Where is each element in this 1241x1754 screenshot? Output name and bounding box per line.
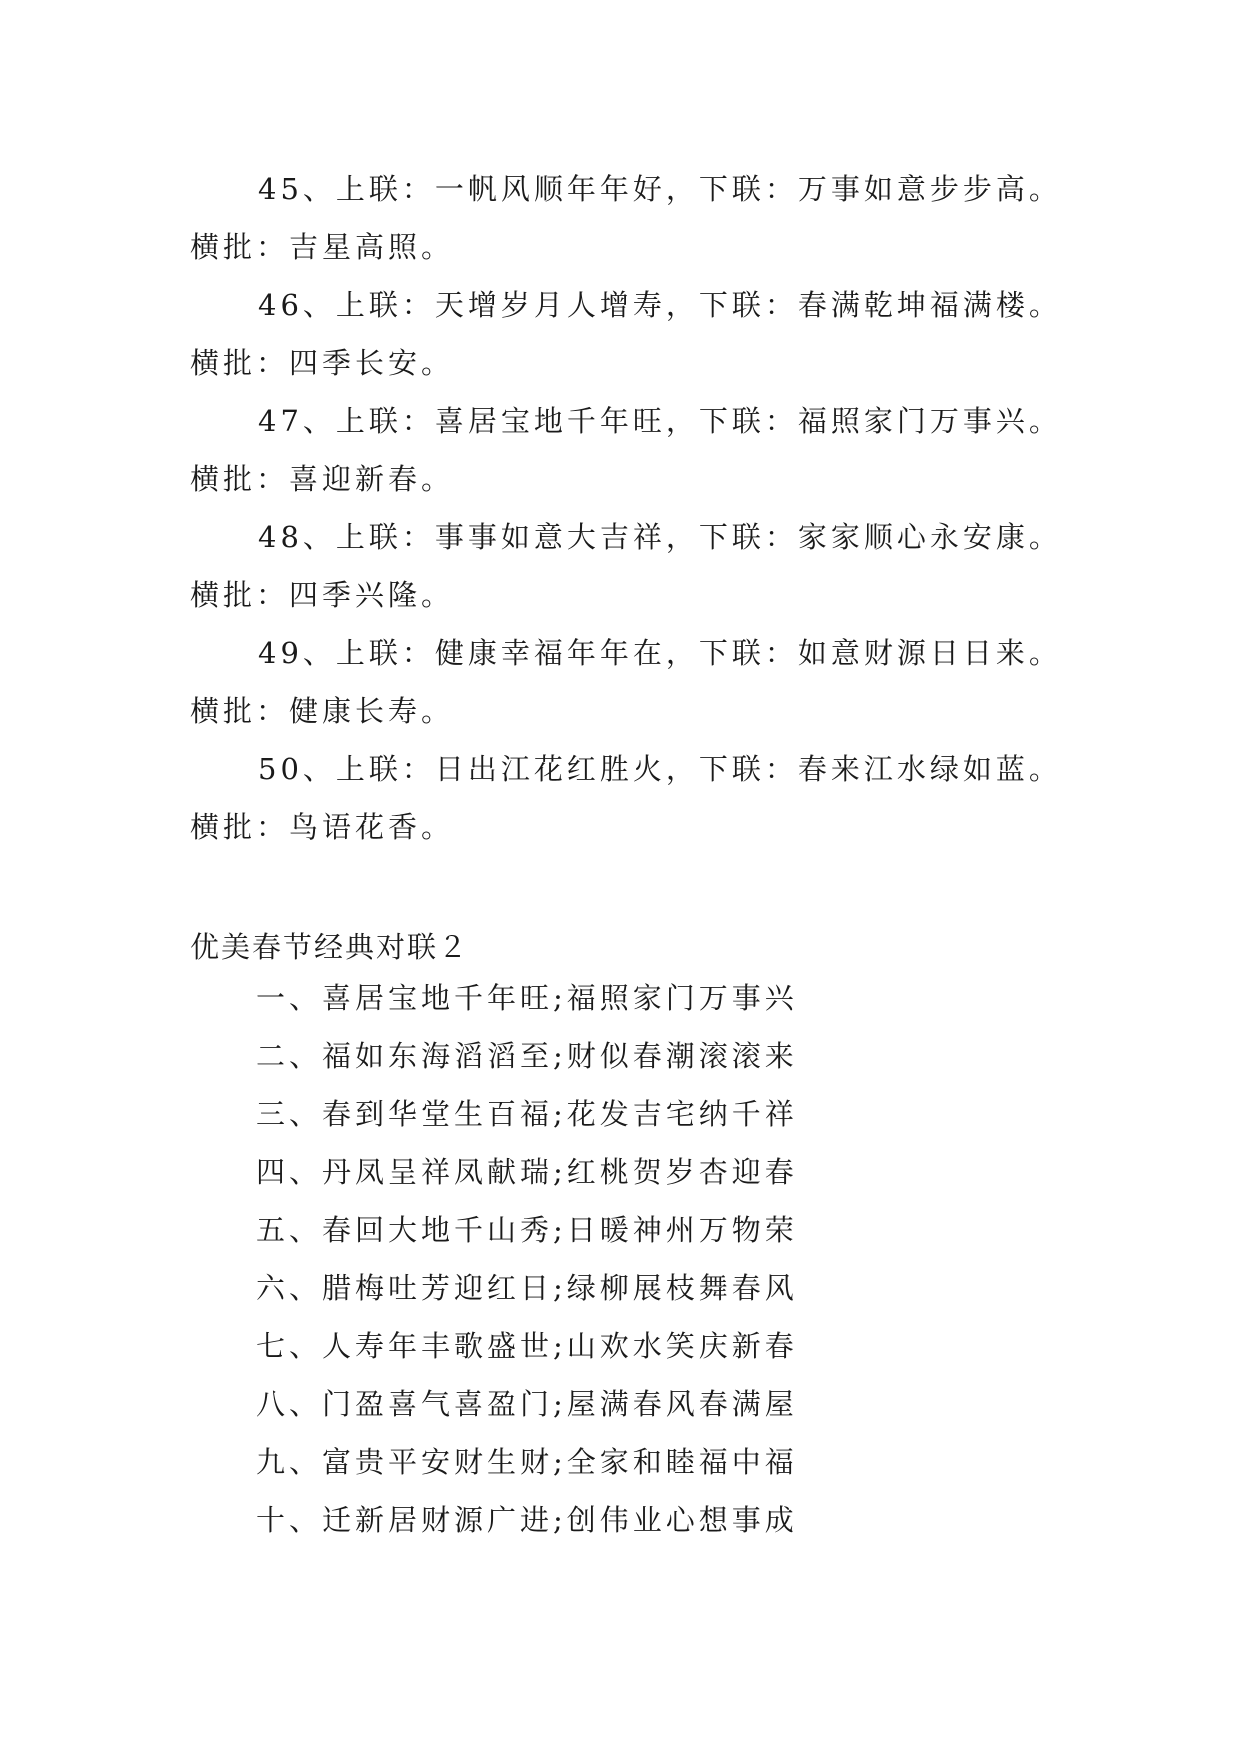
couplet-entry-48: [190, 508, 1090, 624]
entry-main-text: 47、上联：喜居宝地千年旺，下联：福照家门万事兴。: [258, 404, 1062, 438]
couplet-entry-46: [190, 276, 1090, 392]
entry-horizontal-scroll: 横批：健康长寿。: [190, 694, 455, 728]
entry-main-text: 45、上联：一帆风顺年年好，下联：万事如意步步高。: [258, 172, 1062, 206]
couplet-entry-50: [190, 740, 1090, 856]
list-item: 十、迁新居财源广进;创伟业心想事成: [256, 1503, 798, 1537]
list-item: 二、福如东海滔滔至;财似春潮滚滚来: [256, 1039, 798, 1073]
list-item: 七、人寿年丰歌盛世;山欢水笑庆新春: [256, 1329, 798, 1363]
entry-main-text: 49、上联：健康幸福年年在，下联：如意财源日日来。: [258, 636, 1062, 670]
entry-horizontal-scroll: 横批：四季长安。: [190, 346, 455, 380]
section-title: 优美春节经典对联２: [190, 930, 470, 964]
entry-horizontal-scroll: 横批：四季兴隆。: [190, 578, 455, 612]
list-item: 六、腊梅吐芳迎红日;绿柳展枝舞春风: [256, 1271, 798, 1305]
list-item: 八、门盈喜气喜盈门;屋满春风春满屋: [256, 1387, 798, 1421]
couplet-list: [256, 969, 1076, 1549]
entry-horizontal-scroll: 横批：吉星高照。: [190, 230, 455, 264]
couplet-entry-49: [190, 624, 1090, 740]
list-item: 四、丹凤呈祥凤献瑞;红桃贺岁杏迎春: [256, 1155, 798, 1189]
entry-horizontal-scroll: 横批：喜迎新春。: [190, 462, 455, 496]
entry-main-text: 46、上联：天增岁月人增寿，下联：春满乾坤福满楼。: [258, 288, 1062, 322]
couplet-entries: [190, 160, 1090, 856]
list-item: 五、春回大地千山秀;日暖神州万物荣: [256, 1213, 798, 1247]
list-item: 一、喜居宝地千年旺;福照家门万事兴: [256, 981, 798, 1015]
entry-horizontal-scroll: 横批：鸟语花香。: [190, 810, 455, 844]
entry-main-text: 48、上联：事事如意大吉祥，下联：家家顺心永安康。: [258, 520, 1062, 554]
entry-main-text: 50、上联：日出江花红胜火，下联：春来江水绿如蓝。: [258, 752, 1062, 786]
couplet-entry-47: [190, 392, 1090, 508]
couplet-entry-45: [190, 160, 1090, 276]
list-item: 三、春到华堂生百福;花发吉宅纳千祥: [256, 1097, 798, 1131]
list-item: 九、富贵平安财生财;全家和睦福中福: [256, 1445, 798, 1479]
